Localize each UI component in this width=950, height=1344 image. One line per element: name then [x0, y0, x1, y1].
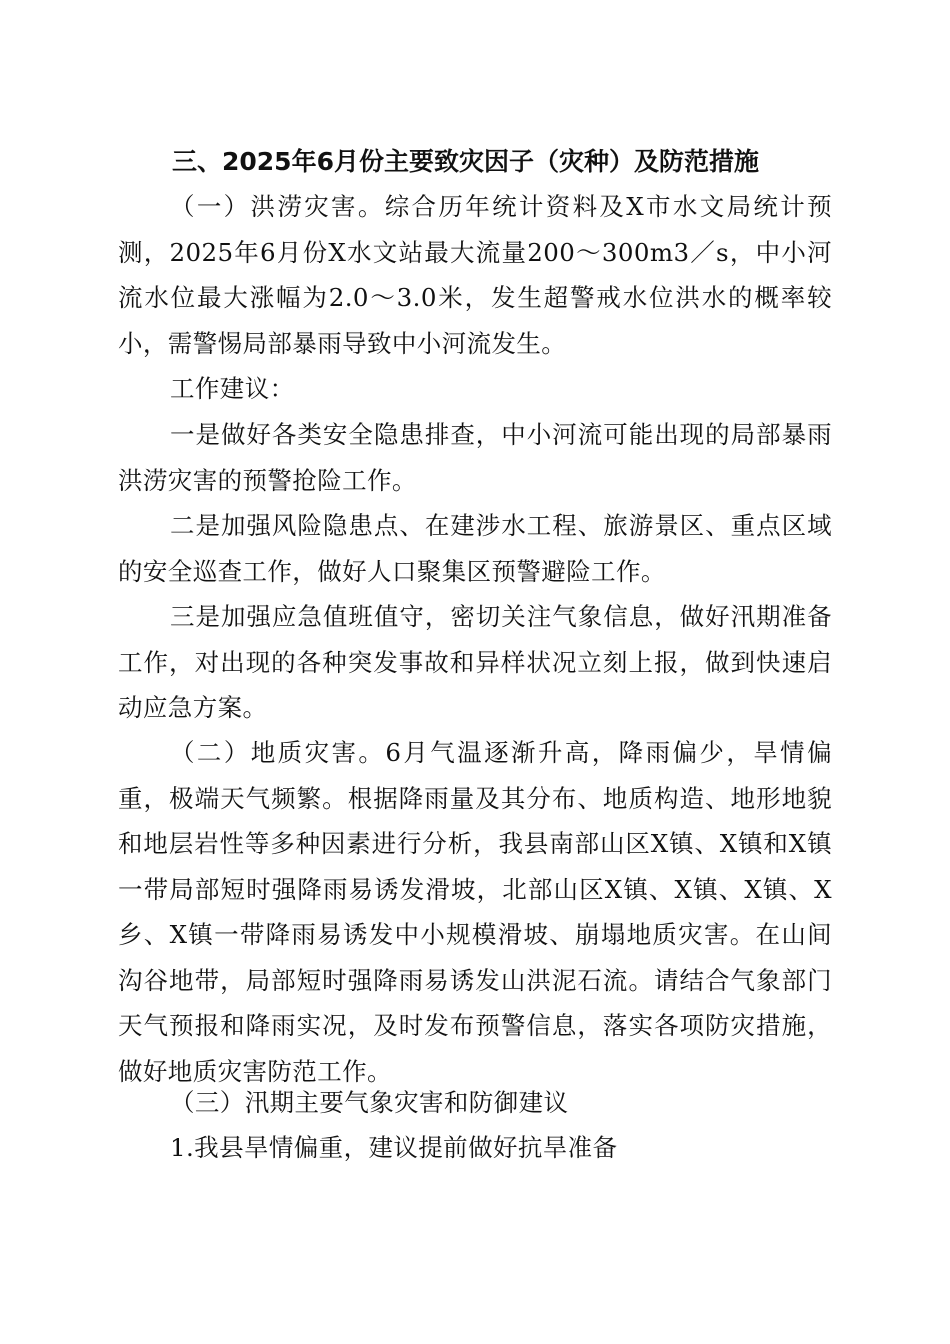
paragraph-flood: （一）洪涝灾害。综合历年统计资料及X市水文局统计预测，2025年6月份X水文站最大流量200～300m3／s，中小河流水位最大涨幅为2.0～3.0米，发生超警戒水位洪水的概率较小，需警惕局部暴雨导致中小河流发生。: [118, 192, 832, 358]
section-heading: 三、2025年6月份主要致灾因子（灾种）及防范措施: [172, 147, 759, 176]
paragraph-work-suggestion: 工作建议：: [170, 374, 295, 403]
paragraph-suggestion-one: 一是做好各类安全隐患排查，中小河流可能出现的局部暴雨洪涝灾害的预警抢险工作。: [118, 420, 832, 495]
paragraph-suggestion-two: 二是加强风险隐患点、在建涉水工程、旅游景区、重点区域的安全巡查工作，做好人口聚集区预警避险工作。: [118, 511, 832, 586]
paragraph-geology: （二）地质灾害。6月气温逐渐升高，降雨偏少，旱情偏重，极端天气频繁。根据降雨量及其分布、地质构造、地形地貌和地层岩性等多种因素进行分析，我县南部山区X镇、X镇和X镇一带局部短时强降雨易诱发滑坡，北部山区X镇、X镇、X镇、X乡、X镇一带降雨易诱发中小规模滑坡、崩塌地质灾害。在山间沟谷地带，局部短时强降雨易诱发山洪泥石流。请结合气象部门天气预报和降雨实况，及时发布预警信息，落实各项防灾措施，做好地质灾害防范工作。: [118, 738, 832, 1086]
paragraph-suggestion-three: 三是加强应急值班值守，密切关注气象信息，做好汛期准备工作，对出现的各种突发事故和异样状况立刻上报，做到快速启动应急方案。: [118, 602, 832, 722]
paragraph-meteorology-heading: （三）汛期主要气象灾害和防御建议: [170, 1088, 569, 1117]
paragraph-drought: 1.我县旱情偏重，建议提前做好抗旱准备: [170, 1133, 618, 1162]
